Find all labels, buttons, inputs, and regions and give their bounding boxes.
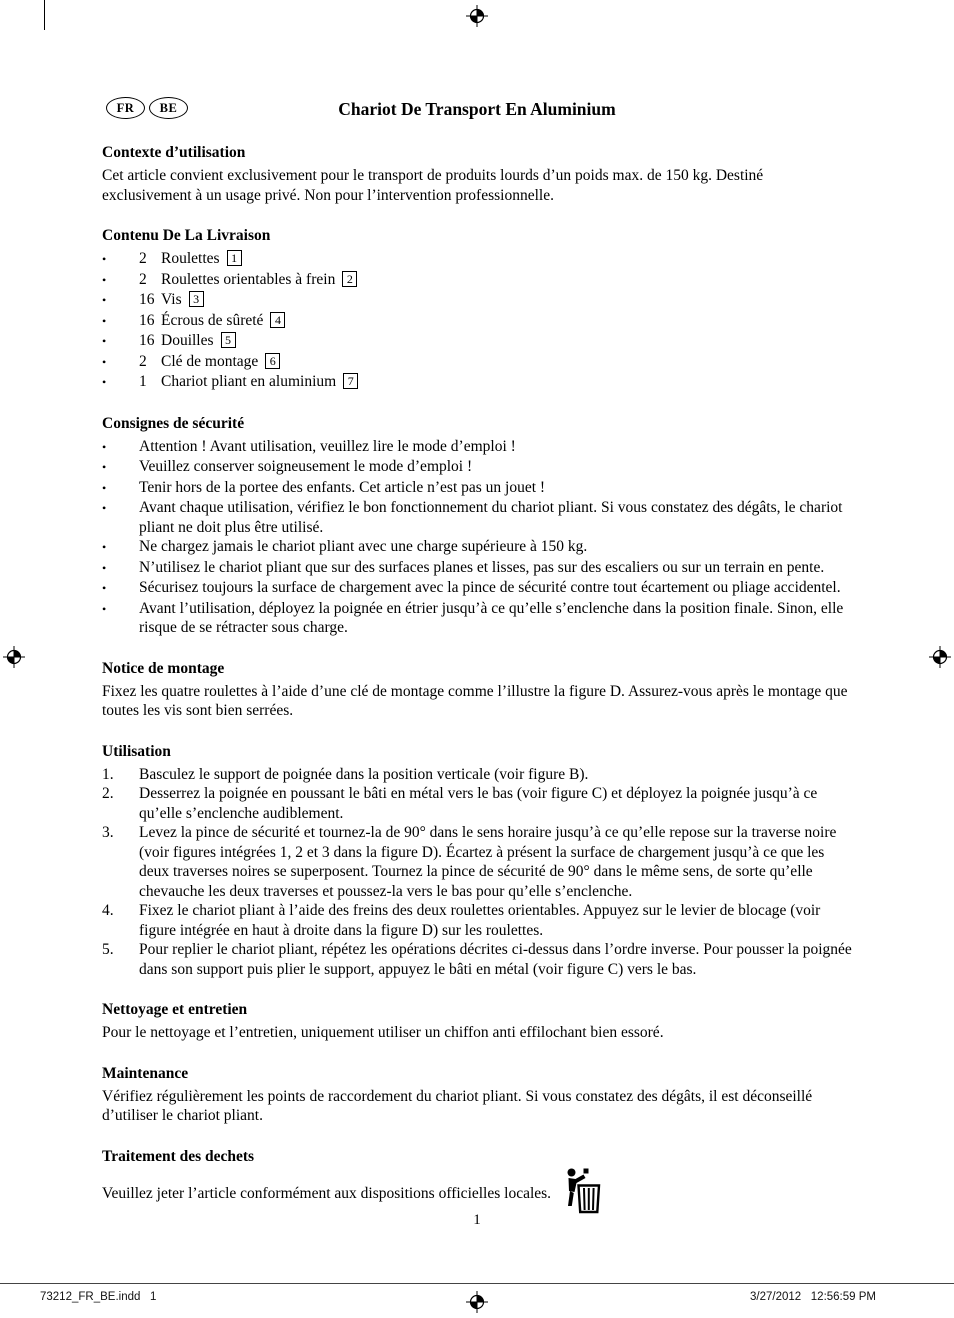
item-qty: 16 [139,332,155,349]
item-label: Chariot pliant en aluminium [161,373,337,390]
safety-item [102,578,852,599]
item-qty: 16 [139,311,155,329]
language-badge-fr: FR [106,97,145,119]
list-item [102,352,852,373]
step-number: 2. [102,785,114,802]
list-item [102,311,852,332]
bullet-glyph: • [102,480,107,495]
section-montage [102,659,852,721]
section-context [102,143,852,205]
registration-mark-icon [466,1291,488,1313]
item-ref-box: 3 [189,291,204,307]
bullet-glyph: • [102,313,107,328]
step-text: Levez la pince de sécurité et tournez-la de 90° dans le sens horaire jusqu’à ce qu’elle repose sur la traverse noire (voir figures intégrées 1, 2 et 3 dans la figure D). Écartez à présent la surface de chargement jusqu’à ce que les deux traverses noires se superposent. Tournez la pince de sécurité de 90° dans le même sens, de sorte qu’elle chevauche les deux traverses et poussez-la vers le bas pour qu’elle s’enclenche. [139,824,837,900]
bullet-glyph: • [102,334,107,348]
footer-left-text: 73212_FR_BE.indd 1 [40,1291,157,1303]
safety-text: Attention ! Avant utilisation, veuillez lire le mode d’emploi ! [139,437,516,455]
safety-text: Tenir hors de la portee des enfants. Cet article n’est pas un jouet ! [139,478,546,496]
section-heading: Utilisation [102,742,171,760]
item-qty: 16 [139,291,155,308]
item-qty: 2 [139,352,147,370]
bullet-glyph: • [102,354,107,369]
bullet-glyph: • [102,581,107,595]
step-number: 1. [102,765,114,783]
section-heading: Notice de montage [102,659,225,677]
section-maintenance [102,1064,852,1126]
item-label: Roulettes [161,250,220,267]
safety-text: Ne chargez jamais le chariot pliant avec une charge supérieure à 150 kg. [139,538,588,555]
registration-mark-icon [929,646,951,668]
safety-item [102,537,852,558]
bullet-glyph: • [102,439,107,454]
list-item [102,249,852,270]
item-label: Clé de montage [161,352,259,370]
safety-item [102,558,852,579]
bullet-glyph: • [102,460,107,474]
section-utilisation [102,742,852,980]
body-paragraph: Cet article convient exclusivement pour le transport de produits lourds d’un poids max. de 150 kg. Destiné exclusivement à un usage privé. Non pour l’intervention professionnelle. [102,167,764,204]
list-item [102,372,852,393]
tidyman-icon [563,1166,601,1214]
item-ref-box: 2 [342,271,357,287]
step-text: Desserrez la poignée en poussant le bâti en métal vers le bas (voir figure C) et déployez la poignée jusqu’à ce qu’elle s’enclenche audiblement. [139,785,818,822]
footer-right-text: 3/27/2012 12:56:59 PM [750,1291,876,1303]
item-ref-box: 5 [221,332,236,348]
item-qty: 2 [139,250,147,267]
footer-rule [0,1283,954,1284]
safety-text: Avant l’utilisation, déployez la poignée en étrier jusqu’à ce qu’elle s’enclenche dans la position finale. Sinon, elle risque de se rétracter sous charge. [139,599,844,636]
list-item [102,331,852,352]
bullet-glyph: • [102,293,107,307]
body-paragraph [102,1170,852,1218]
page-header [102,96,852,122]
item-label: Roulettes orientables à frein [161,270,336,288]
registration-mark-icon [3,646,25,668]
safety-text: Avant chaque utilisation, vérifiez le bon fonctionnement du chariot pliant. Si vous constatez des dégâts, le chariot pliant ne doit plus être utilisé. [139,499,843,536]
safety-text: Veuillez conserver soigneusement le mode d’emploi ! [139,458,473,475]
crop-mark [44,0,45,30]
item-label: Vis [161,291,182,308]
step-number: 3. [102,824,114,841]
item-label: Écrous de sûreté [161,311,264,329]
page-number: 1 [473,1212,481,1228]
item-ref-box: 6 [265,353,280,369]
section-safety [102,414,852,638]
bullet-glyph: • [102,560,107,575]
safety-item [102,478,852,499]
step-item [102,784,852,823]
bullet-glyph: • [102,252,107,266]
step-number: 4. [102,902,114,919]
item-label: Douilles [161,332,214,349]
safety-item [102,437,852,458]
section-heading: Nettoyage et entretien [102,1001,248,1018]
section-heading: Traitement des dechets [102,1147,255,1165]
section-cleaning [102,1000,852,1043]
step-item [102,765,852,785]
item-ref-box: 1 [227,250,242,266]
item-qty: 2 [139,270,147,288]
step-text: Pour replier le chariot pliant, répétez les opérations décrites ci-dessus dans l’ordre inverse. Pour pousser la poignée dans son support puis plier le support, appuyez le bâti en métal (voir figure C) vers le bas. [139,941,852,978]
body-paragraph: Pour le nettoyage et l’entretien, uniquement utiliser un chiffon anti effilochant bien essoré. [102,1024,664,1041]
bullet-glyph: • [102,272,107,287]
section-heading: Maintenance [102,1064,189,1082]
safety-text: Sécurisez toujours la surface de chargement avec la pince de sécurité contre tout écartement ou pliage accidentel. [139,579,841,596]
bullet-glyph: • [102,540,107,554]
step-text: Basculez le support de poignée dans la position verticale (voir figure B). [139,765,589,783]
section-disposal [102,1147,852,1218]
bullet-glyph: • [102,501,107,515]
step-item [102,940,852,979]
body-paragraph: Fixez les quatre roulettes à l’aide d’une clé de montage comme l’illustre la figure D. Assurez-vous après le montage que toutes les vis sont bien serrées. [102,682,848,719]
list-item [102,270,852,291]
page-title: Chariot De Transport En Aluminium [338,99,616,119]
safety-item [102,599,852,638]
item-qty: 1 [139,373,147,390]
registration-mark-icon [466,5,488,27]
section-delivery [102,226,852,393]
section-heading: Contenu De La Livraison [102,227,271,244]
item-ref-box: 7 [343,373,358,389]
section-heading: Consignes de sécurité [102,414,245,432]
step-item [102,901,852,940]
step-text: Fixez le chariot pliant à l’aide des freins des deux roulettes orientables. Appuyez sur le levier de blocage (voir figure intégrée en haut à droite dans la figure D) sur les roulettes. [139,902,821,939]
bullet-glyph: • [102,375,107,389]
language-badge-be: BE [149,97,188,119]
safety-item [102,498,852,537]
section-heading: Contexte d’utilisation [102,144,246,161]
safety-item [102,457,852,478]
bullet-glyph: • [102,601,107,616]
step-number: 5. [102,941,114,958]
item-ref-box: 4 [270,312,285,328]
safety-text: N’utilisez le chariot pliant que sur des surfaces planes et lisses, pas sur des escaliers ou sur un terrain en pente. [139,558,825,576]
body-paragraph: Vérifiez régulièrement les points de raccordement du chariot pliant. Si vous constatez des dégâts, il est déconseillé d’utiliser le chariot pliant. [102,1087,813,1124]
list-item [102,290,852,311]
step-item [102,823,852,901]
disposal-text: Veuillez jeter l’article conformément aux dispositions officielles locales. [102,1184,552,1202]
